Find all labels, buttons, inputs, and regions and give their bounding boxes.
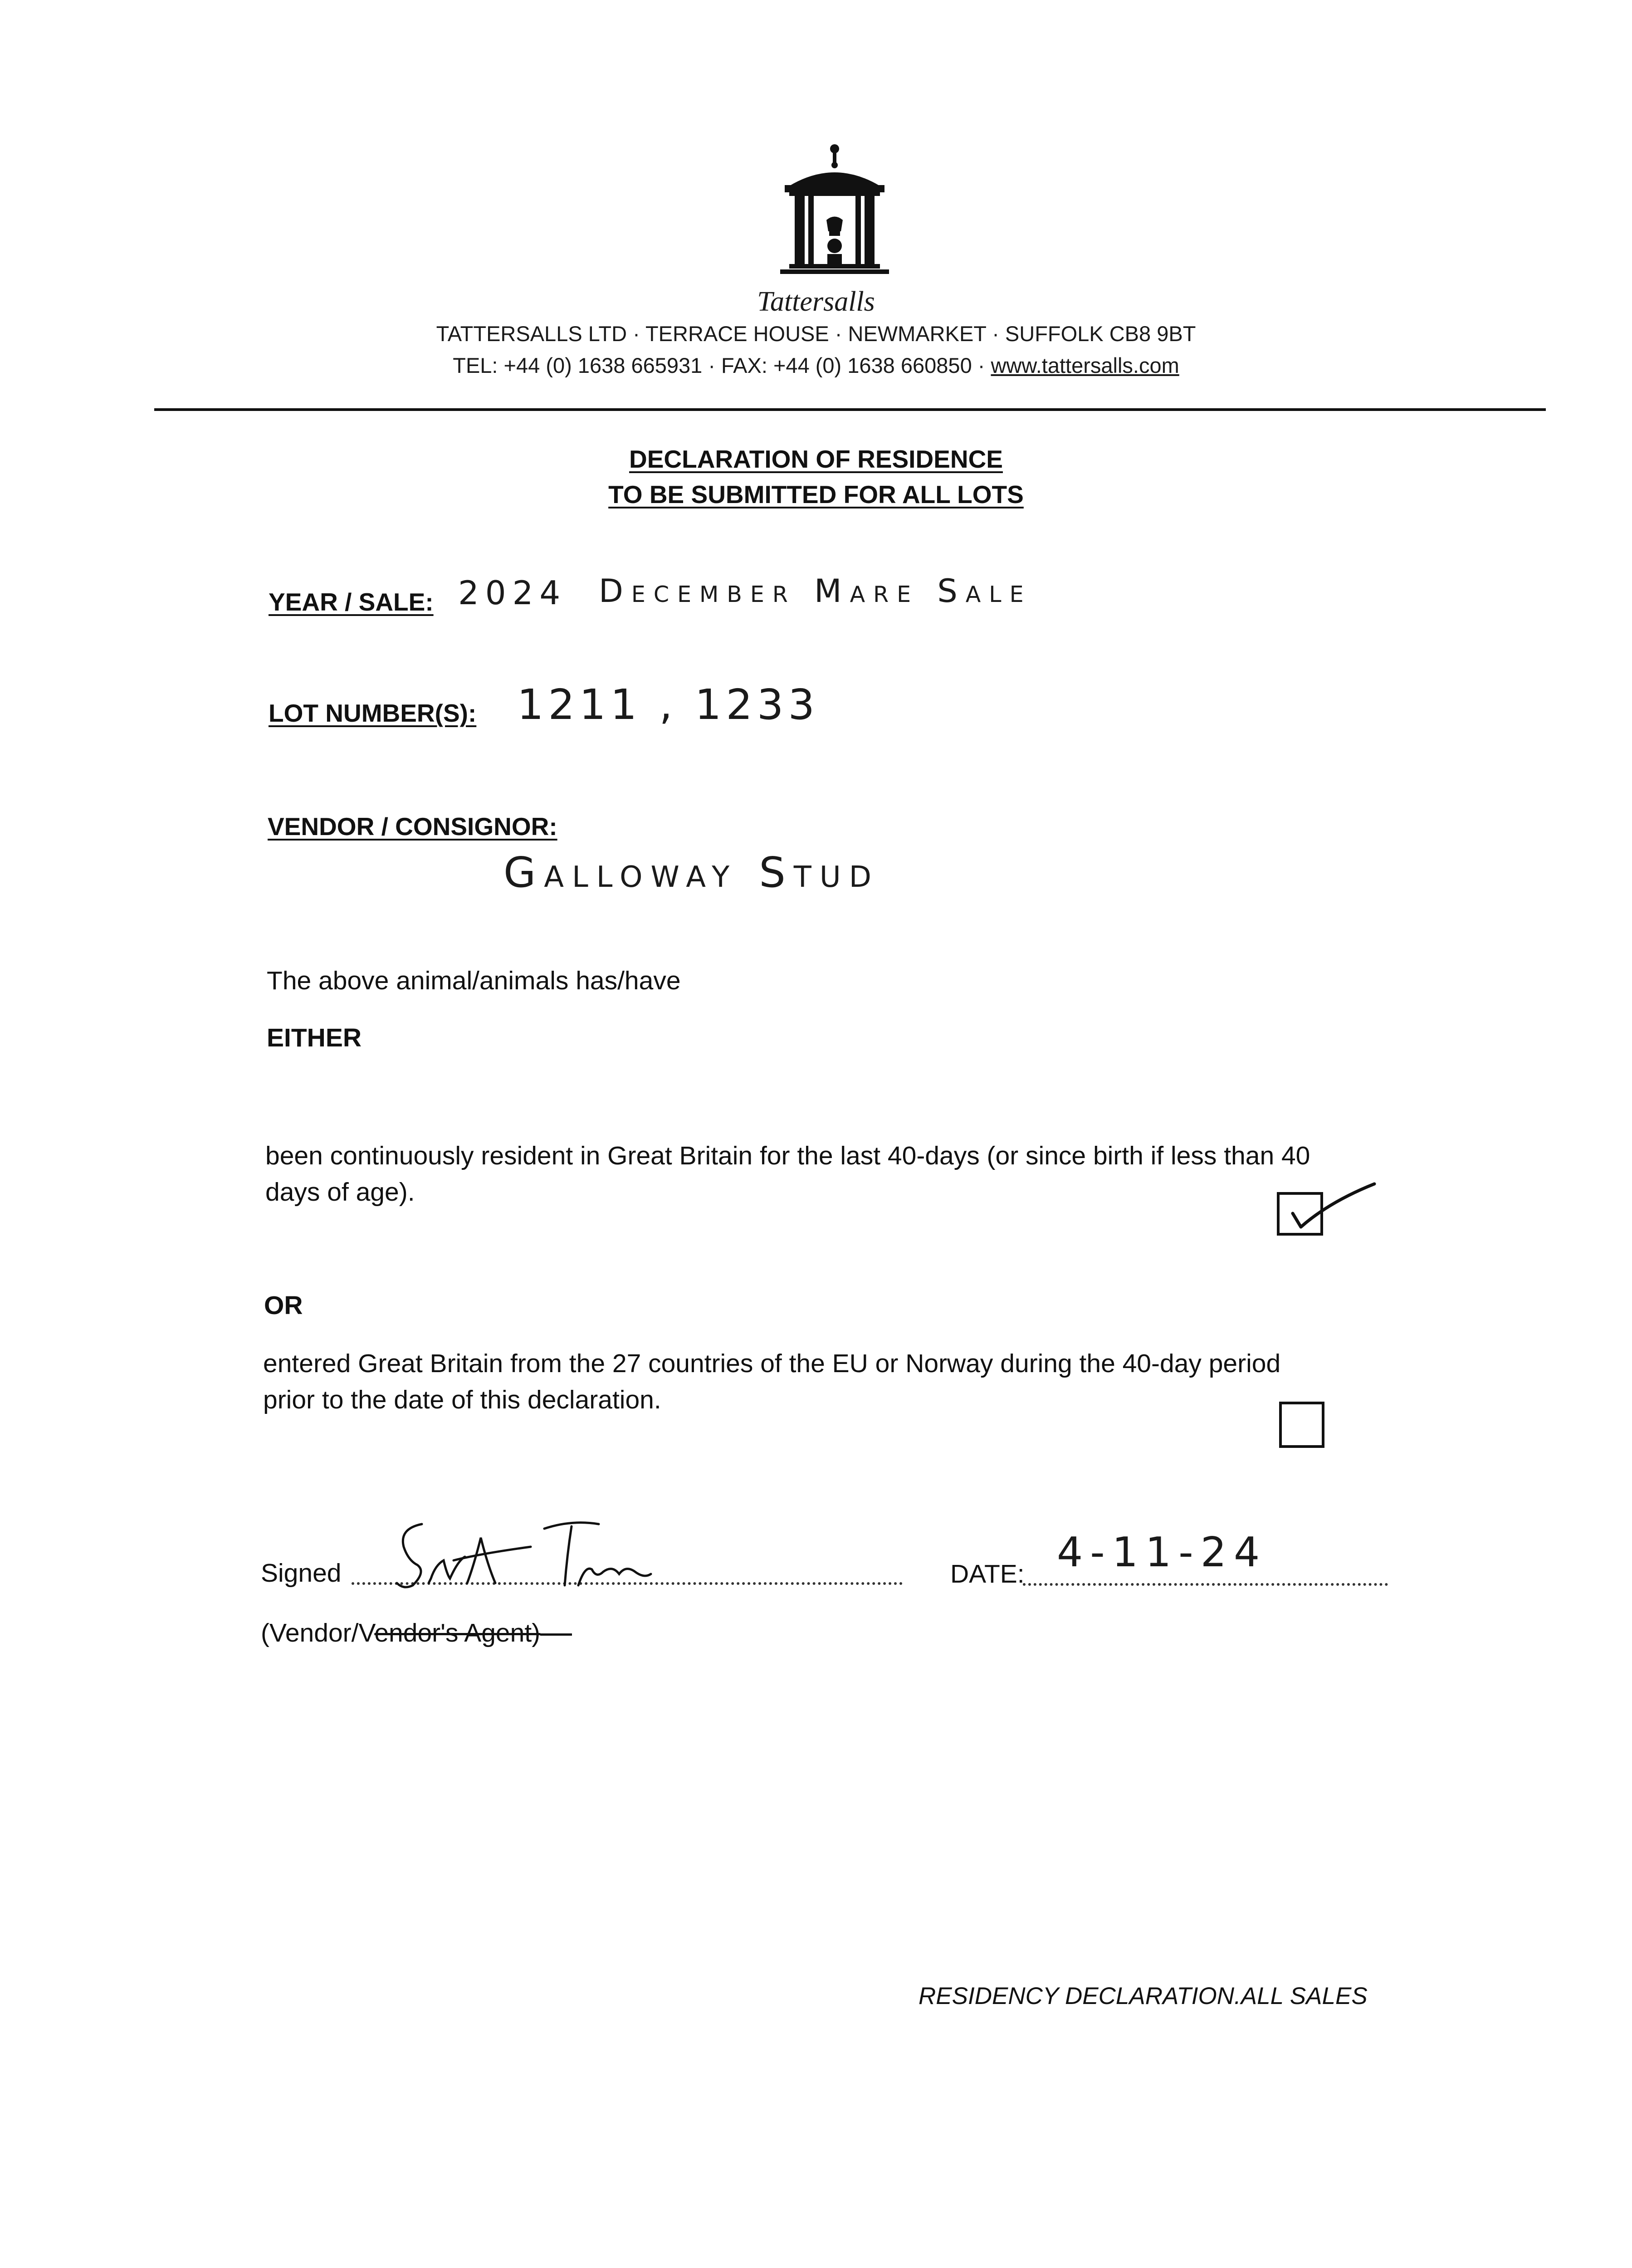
form-subtitle: TO BE SUBMITTED FOR ALL LOTS [608, 480, 1024, 508]
company-address: TATTERSALLS LTD · TERRACE HOUSE · NEWMARKET · SUFFOLK CB8 9BT [436, 322, 1196, 346]
either-label: EITHER [267, 1023, 362, 1052]
statement-intro: The above animal/animals has/have [267, 966, 681, 995]
year-sale-name[interactable]: December Mare Sale [599, 572, 1032, 610]
company-contact [0, 353, 1632, 378]
option2-line2: prior to the date of this declaration. [263, 1385, 661, 1414]
or-label: OR [264, 1291, 303, 1320]
checkmark-icon [1266, 1170, 1383, 1243]
date-label: DATE: [950, 1559, 1025, 1589]
vendor-label: VENDOR / CONSIGNOR: [268, 812, 557, 841]
year-sale-label: YEAR / SALE: [269, 588, 434, 616]
company-name: Tattersalls [757, 286, 875, 317]
website-link[interactable]: www.tattersalls.com [991, 353, 1179, 377]
strike-tail [540, 1633, 572, 1636]
option1-line2: days of age). [265, 1178, 415, 1207]
form-reference: RESIDENCY DECLARATION.ALL SALES [919, 1983, 1368, 2009]
contact-phone-fax: TEL: +44 (0) 1638 665931 · FAX: +44 (0) 1638 660850 · [453, 353, 991, 377]
year-sale-year[interactable]: 2024 [458, 574, 567, 612]
vendor-value[interactable]: Galloway Stud [503, 848, 880, 897]
date-value[interactable]: 4-11-24 [1057, 1529, 1267, 1576]
option2-checkbox[interactable] [1279, 1402, 1324, 1448]
role-prefix: (Vendor/V [261, 1618, 375, 1647]
option2-line1: entered Great Britain from the 27 countries of the EU or Norway during the 40-day period [263, 1349, 1281, 1378]
rotunda-logo-icon [771, 141, 898, 286]
signatory-role [261, 1615, 572, 1651]
role-struck: endor's Agent) [374, 1618, 541, 1647]
lot-numbers-label: LOT NUMBER(S): [269, 699, 477, 727]
signed-label: Signed [261, 1559, 342, 1588]
option1-line1: been continuously resident in Great Britain for the last 40-days (or since birth if less than 40 [265, 1141, 1310, 1170]
lot-numbers-value[interactable]: 1211 , 1233 [517, 680, 819, 729]
header-divider [154, 408, 1546, 411]
date-line [1023, 1583, 1388, 1586]
signature-scribble [390, 1510, 680, 1592]
form-title: DECLARATION OF RESIDENCE [629, 445, 1003, 473]
